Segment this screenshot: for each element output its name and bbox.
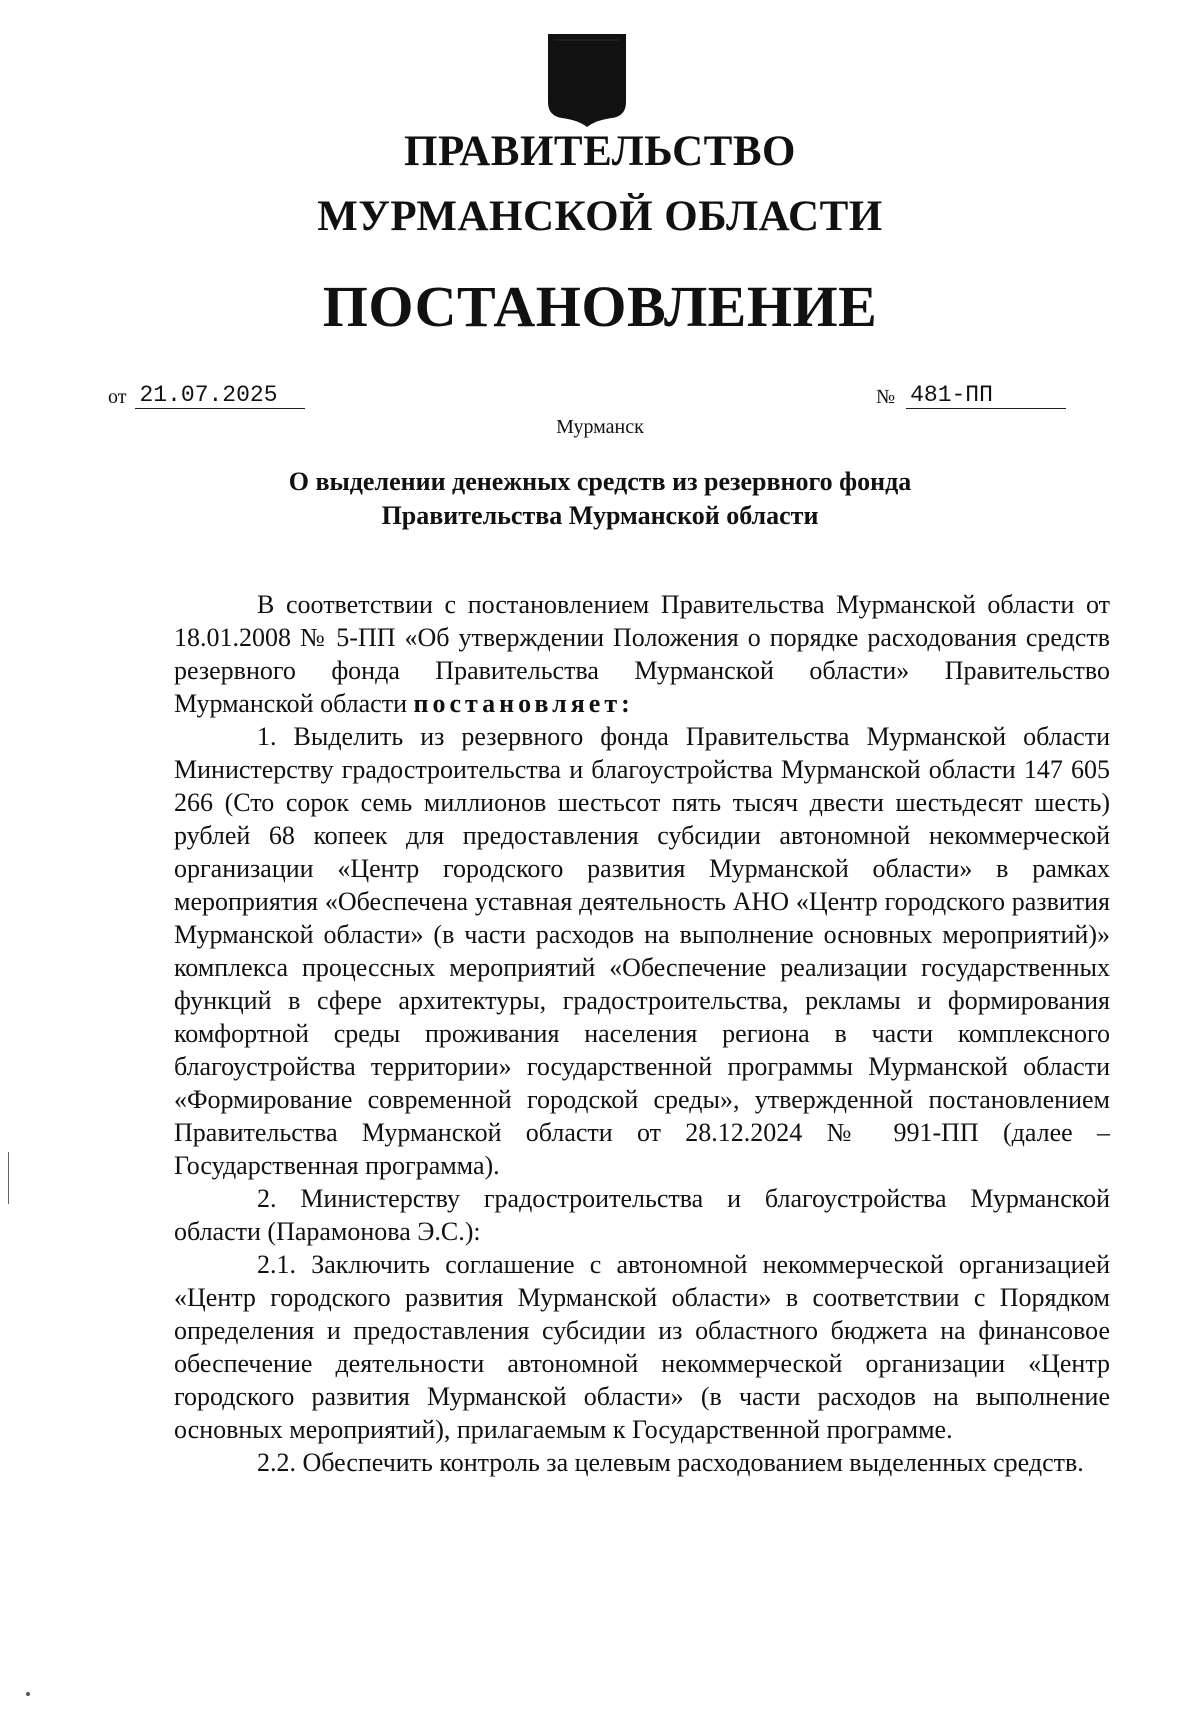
document-number: [876, 382, 1066, 412]
scan-margin-mark: [8, 1152, 9, 1204]
paragraph-2: 2. Министерству градостроительства и благоустройства Мурманской области (Парамонова Э.С.):: [174, 1184, 1110, 1246]
number-value: 481-ПП: [906, 382, 1066, 409]
organization-name-line1: ПРАВИТЕЛЬСТВО: [404, 128, 796, 175]
number-prefix: №: [876, 386, 896, 408]
preamble-text: В соответствии с постановлением Правительства Мурманской области от 18.01.2008 № 5-ПП «Об утверждении Положения о порядке расходования средств резервного фонда Правительства Мурманской области» Правительство Мурманской области: [174, 590, 1110, 718]
title-line2: Правительства Мурманской области: [381, 501, 819, 530]
city-name: Мурманск: [556, 416, 644, 438]
coat-of-arms-icon: [546, 32, 628, 128]
paragraph-2-1: 2.1. Заключить соглашение с автономной некоммерческой организацией «Центр городского развития Мурманской области» в соответствии с Порядком определения и предоставления субсидии из областного бюджета на финансовое обеспечение деятельности автономной некоммерческой организации «Центр городского развития Мурманской области» (в части расходов на выполнение основных мероприятий), прилагаемым к Государственной программе.: [174, 1250, 1110, 1444]
date-prefix: от: [108, 386, 127, 408]
title-line1: О выделении денежных средств из резервного фонда: [288, 467, 912, 496]
document-body: [174, 588, 1110, 1479]
paragraph-2-2: 2.2. Обеспечить контроль за целевым расходованием выделенных средств.: [257, 1448, 1084, 1477]
document-date: [108, 382, 305, 412]
document-type: ПОСТАНОВЛЕНИЕ: [322, 274, 878, 339]
paragraph-1: 1. Выделить из резервного фонда Правительства Мурманской области Министерству градостроительства и благоустройства Мурманской области 147 605 266 (Сто сорок семь миллионов шестьсот пять тысяч двести шестьдесят шесть) рублей 68 копеек для предоставления субсидии автономной некоммерческой организации «Центр городского развития Мурманской области» в рамках мероприятия «Обеспечена уставная деятельность АНО «Центр городского развития Мурманской области» (в части расходов на выполнение основных мероприятий)» комплекса процессных мероприятий «Обеспечение реализации государственных функций в сфере архитектуры, градостроительства, рекламы и формирования комфортной среды проживания населения региона в части комплексного благоустройства территории» государственной программы Мурманской области «Формирование современной городской среды», утвержденной постановлением Правительства Мурманской области от 28.12.2024 № 991-ПП (далее – Государственная программа).: [174, 722, 1110, 1180]
organization-name-line2: МУРМАНСКОЙ ОБЛАСТИ: [317, 193, 883, 240]
decree-word: постановляет:: [413, 689, 634, 718]
preamble-paragraph: [174, 588, 1110, 720]
date-value: 21.07.2025: [135, 382, 305, 409]
scan-corner-mark: [26, 1692, 30, 1696]
document-title: [200, 465, 1000, 533]
